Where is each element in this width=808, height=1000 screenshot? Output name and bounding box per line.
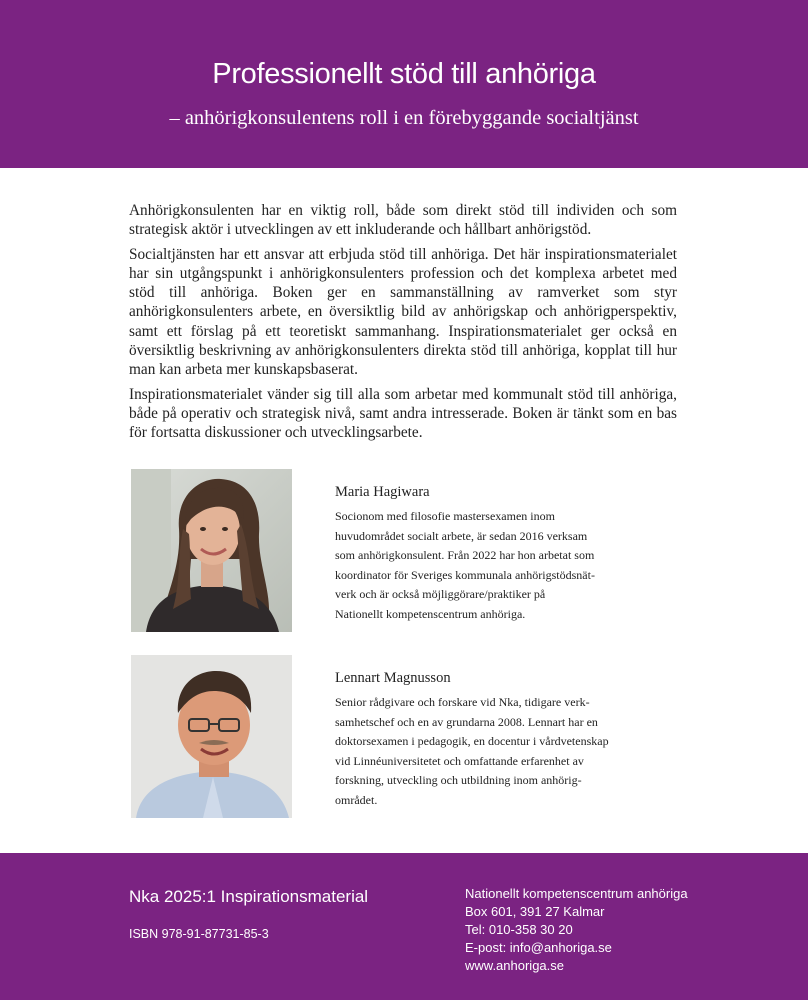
contact-phone: Tel: 010-358 30 20 bbox=[465, 922, 573, 937]
author-bio-text bbox=[335, 693, 635, 810]
bio-line: Senior rådgivare och forskare vid Nka, tidigare verk- bbox=[335, 695, 590, 709]
bio-line: Nationellt kompetenscentrum anhöriga. bbox=[335, 606, 526, 621]
bio-line: doktorsexamen i pedagogik, en docentur i vårdvetenskap bbox=[335, 734, 609, 748]
bio-line: samhetschef och en av grundarna 2008. Lennart har en bbox=[335, 714, 598, 729]
isbn-label: ISBN 978-91-87731-85-3 bbox=[129, 927, 269, 941]
contact-email: E-post: info@anhoriga.se bbox=[465, 940, 612, 955]
author-bio-text bbox=[335, 507, 635, 624]
portrait-lennart-image bbox=[131, 655, 292, 818]
intro-paragraph: Socialtjänsten har ett ansvar att erbjuda stöd till anhöriga. Det här inspirationsmaterialet har sin utgångspunkt i anhörigkonsulenters profession och det komplexa arbetet med stöd till anhöriga. Boken ger en sammanställning av ramverket som styr anhörigkonsulenters arbete, en översiktlig bild av anhörigskap och anhörigperspektiv, samt ett förslag på ett teoretiskt sammanhang. Inspirationsmaterialet ger också en översiktlig beskrivning av anhörigkonsulenters direkta stöd till anhöriga, kopplat till hur man kan arbeta mer kunskapsbaserat. bbox=[129, 245, 677, 379]
intro-text bbox=[129, 201, 677, 448]
intro-paragraph: Inspirationsmaterialet vänder sig till alla som arbetar med kommunalt stöd till anhöriga, både på operativ och strategisk nivå, samt andra intresserade. Boken är tänkt som en bas för fortsatta diskussioner och utvecklingsarbete. bbox=[129, 385, 677, 442]
bio-line: forskning, utveckling och utbildning inom anhörig- bbox=[335, 773, 582, 787]
bio-line: huvudområdet socialt arbete, är sedan 2016 verksam bbox=[335, 528, 588, 543]
author-bio-lennart bbox=[335, 670, 635, 810]
page-subtitle: – anhörigkonsulentens roll i en förebyggande socialtjänst bbox=[169, 107, 639, 129]
bio-line: koordinator för Sveriges kommunala anhörigstödsnät- bbox=[335, 567, 595, 582]
contact-info bbox=[465, 885, 688, 975]
header-banner bbox=[0, 0, 808, 168]
author-bio-maria bbox=[335, 484, 635, 624]
bio-line: som anhörigkonsulent. Från 2022 har hon arbetat som bbox=[335, 548, 595, 562]
contact-website: www.anhoriga.se bbox=[465, 958, 564, 973]
contact-address: Box 601, 391 27 Kalmar bbox=[465, 904, 605, 919]
bio-line: vid Linnéuniversitetet och omfattande erfarenhet av bbox=[335, 753, 584, 768]
contact-org: Nationellt kompetenscentrum anhöriga bbox=[465, 886, 688, 901]
author-photo-lennart bbox=[131, 655, 292, 818]
bio-line: verk och är också möjliggörare/praktiker på bbox=[335, 587, 546, 601]
intro-paragraph: Anhörigkonsulenten har en viktig roll, både som direkt stöd till individen och som strategisk aktör i utvecklingen av ett inkluderande och hållbart anhörigstöd. bbox=[129, 202, 677, 239]
page-title: Professionellt stöd till anhöriga bbox=[212, 58, 596, 90]
author-name: Maria Hagiwara bbox=[335, 484, 430, 500]
portrait-maria-image bbox=[131, 469, 292, 632]
series-label: Nka 2025:1 Inspirationsmaterial bbox=[129, 887, 369, 906]
footer-banner bbox=[0, 853, 808, 1000]
author-name: Lennart Magnusson bbox=[335, 670, 451, 686]
bio-line: området. bbox=[335, 792, 378, 807]
author-photo-maria bbox=[131, 469, 292, 632]
bio-line: Socionom med filosofie mastersexamen inom bbox=[335, 509, 555, 523]
